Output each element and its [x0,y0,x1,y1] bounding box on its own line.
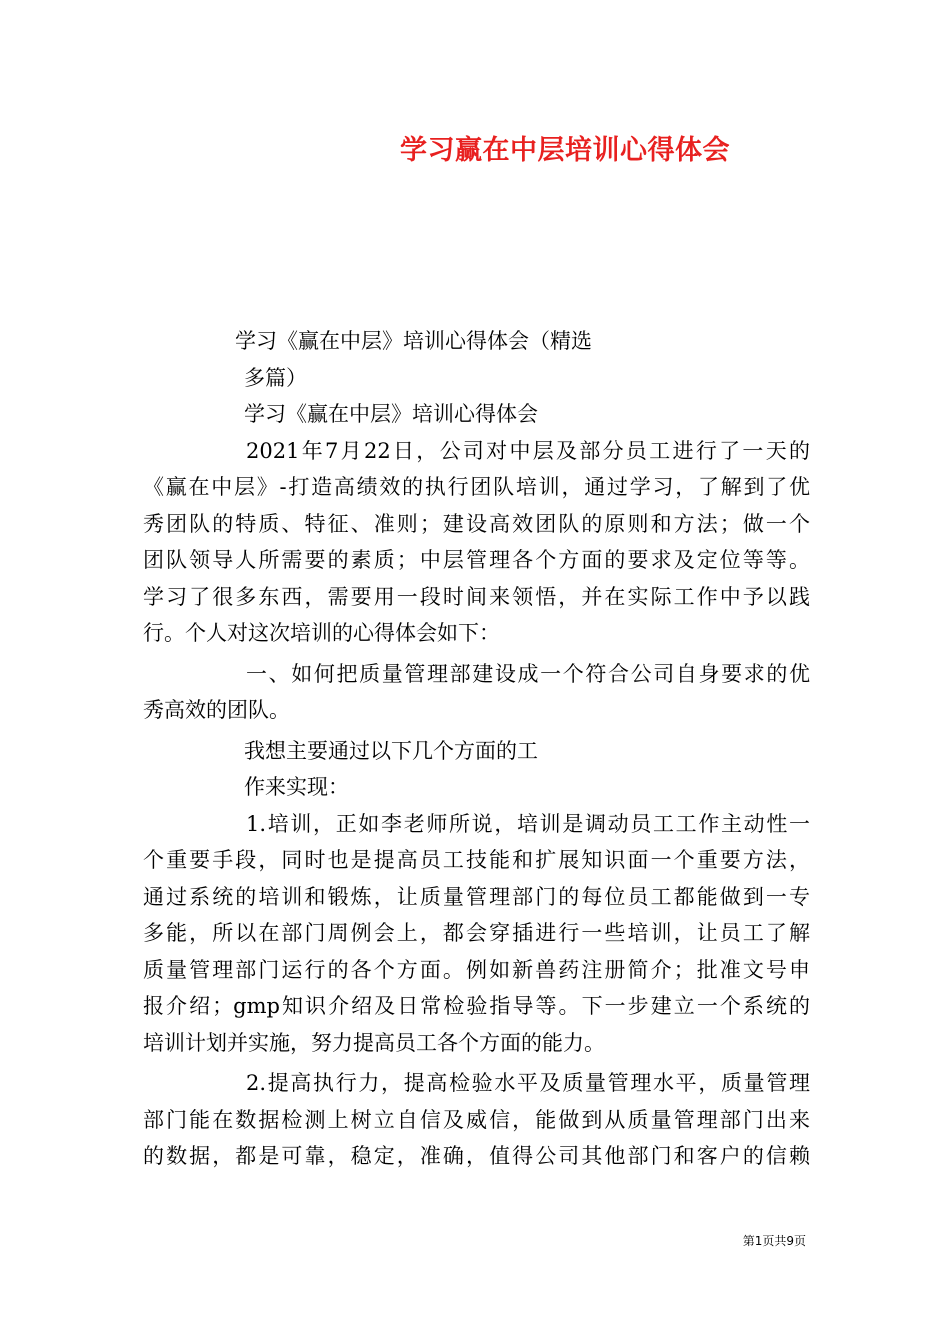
paragraph-line: 多能，所以在部门周例会上，都会穿插进行一些培训，让员工了解 [143,921,810,945]
document-body [143,323,810,1175]
document-title: 学习赢在中层培训心得体会 [400,135,730,166]
paragraph-line: 行。个人对这次培训的心得体会如下： [143,621,500,645]
subtitle-line: 多篇） [244,365,307,390]
paragraph-line: 一、如何把质量管理部建设成一个符合公司自身要求的优 [246,661,810,686]
paragraph-line: 我想主要通过以下几个方面的工 [244,738,538,763]
paragraph-line: 培训计划并实施，努力提高员工各个方面的能力。 [143,1030,605,1055]
section-heading: 学习《赢在中层》培训心得体会 [244,402,538,426]
paragraph-line: 2.提高执行力，提高检验水平及质量管理水平，质量管理 [246,1071,810,1095]
paragraph-line: 个重要手段，同时也是提高员工技能和扩展知识面一个重要方法， [143,848,810,872]
page-number: 第1页共9页 [742,1234,806,1248]
paragraph-line: 的数据，都是可靠，稳定，准确，值得公司其他部门和客户的信赖 [143,1144,810,1168]
paragraph-line: 通过系统的培训和锻炼，让质量管理部门的每位员工都能做到一专 [143,884,810,909]
paragraph-line: 团队领导人所需要的素质；中层管理各个方面的要求及定位等等。 [143,548,810,572]
paragraph-line: 报介绍；gmp知识介绍及日常检验指导等。下一步建立一个系统的 [143,994,810,1018]
paragraph-line: 学习了很多东西，需要用一段时间来领悟，并在实际工作中予以践 [143,584,810,609]
paragraph-line: 部门能在数据检测上树立自信及威信，能做到从质量管理部门出来 [143,1107,810,1132]
subtitle-line: 学习《赢在中层》培训心得体会（精选 [235,329,592,353]
paragraph-line: 《赢在中层》-打造高绩效的执行团队培训，通过学习，了解到了优 [143,475,810,499]
paragraph-line: 质量管理部门运行的各个方面。例如新兽药注册简介；批准文号申 [143,957,810,982]
paragraph-line: 秀团队的特质、特征、准则；建设高效团队的原则和方法；做一个 [143,511,810,536]
paragraph-line: 作来实现： [244,775,349,799]
paragraph-line: 1.培训，正如李老师所说，培训是调动员工工作主动性一 [246,811,810,836]
paragraph-line: 秀高效的团队。 [143,698,290,722]
paragraph-line: 2021年7月22日，公司对中层及部分员工进行了一天的 [246,438,810,463]
